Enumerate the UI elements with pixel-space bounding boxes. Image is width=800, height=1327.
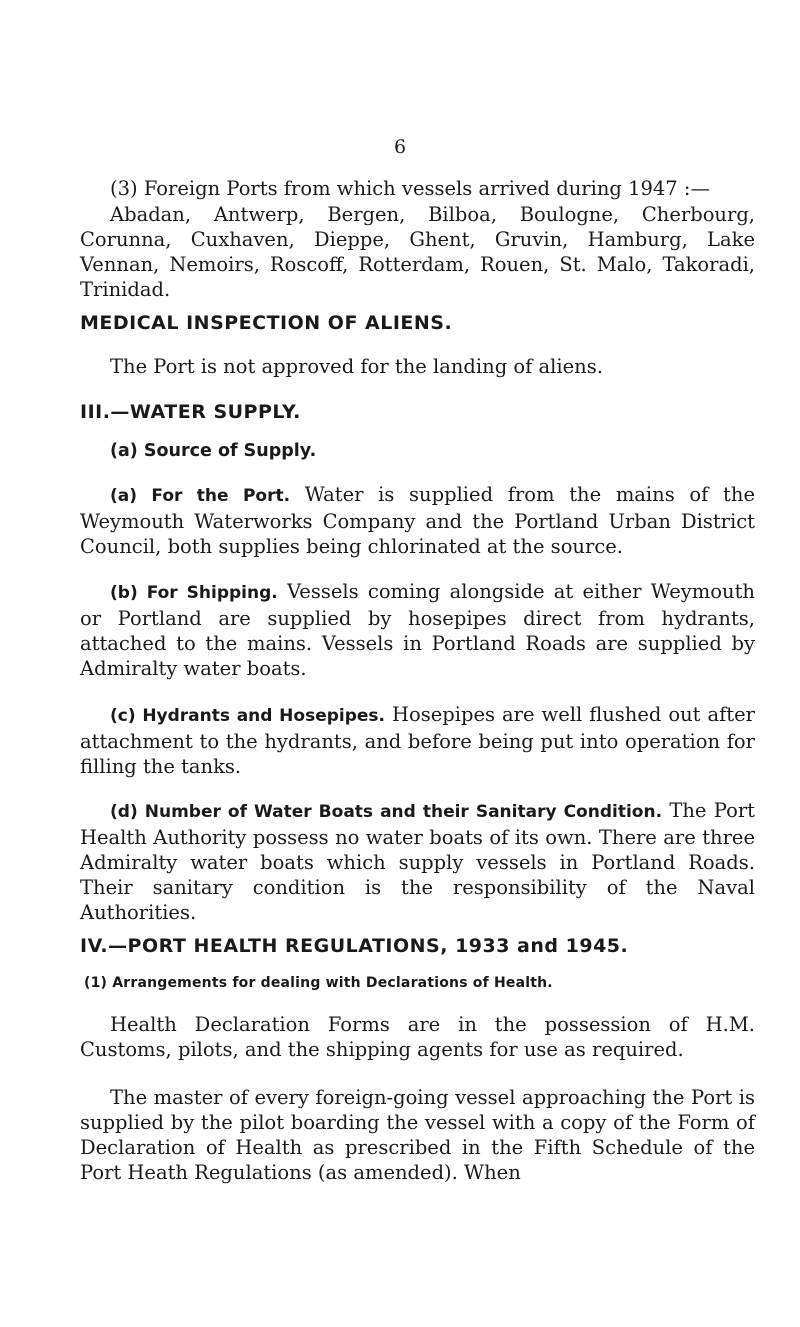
port-supply-label: (a) For the Port. xyxy=(110,486,291,506)
declaration-forms-paragraph: Health Declaration Forms are in the possession of H.M. Customs, pilots, and the shipping agents for use as required. xyxy=(80,1013,755,1061)
aliens-heading: MEDICAL INSPECTION OF ALIENS. xyxy=(80,312,453,334)
port-supply-text: Water is supplied from the mains of the Weymouth Waterworks Company and the Portland Urban District Council, both supplies being chlorinated at the source. xyxy=(80,483,755,558)
shipping-supply-text: Vessels coming alongside at either Weymouth or Portland are supplied by hosepipes direct from hydrants, attached to the mains. Vessels in Portland Roads are supplied by Admiralty water boats. xyxy=(80,580,755,680)
aliens-text: The Port is not approved for the landing of aliens. xyxy=(110,355,603,378)
foreign-ports-intro: (3) Foreign Ports from which vessels arrived during 1947 :— xyxy=(110,177,710,200)
hydrants-text: Hosepipes are well flushed out after attachment to the hydrants, and before being put into operation for filling the tanks. xyxy=(80,703,756,778)
hydrants-label: (c) Hydrants and Hosepipes. xyxy=(110,706,385,726)
port-supply-paragraph xyxy=(80,482,755,559)
source-of-supply-heading: (a) Source of Supply. xyxy=(110,441,317,461)
declarations-heading: (1) Arrangements for dealing with Declarations of Health. xyxy=(84,975,553,991)
hydrants-paragraph xyxy=(80,702,755,779)
shipping-supply-paragraph xyxy=(80,579,755,681)
shipping-supply-label: (b) For Shipping. xyxy=(110,583,278,603)
master-declaration-paragraph: The master of every foreign-going vessel approaching the Port is supplied by the pilot boarding the vessel with a copy of the Form of Declaration of Health as prescribed in the Fifth Schedule of the Port Heath Regulations (as amended). When xyxy=(80,1086,755,1184)
water-boats-paragraph xyxy=(80,798,755,925)
water-supply-heading: III.—WATER SUPPLY. xyxy=(80,401,301,423)
foreign-ports-list: Abadan, Antwerp, Bergen, Bilboa, Boulogne, Cherbourg, Corunna, Cuxhaven, Dieppe, Ghent, Gruvin, Hamburg, Lake Vennan, Nemoirs, Roscoff, Rotterdam, Rouen, St. Malo, Takoradi, Trinidad. xyxy=(80,203,755,301)
water-boats-label: (d) Number of Water Boats and their Sanitary Condition. xyxy=(110,802,663,822)
regulations-heading: IV.—PORT HEALTH REGULATIONS, 1933 and 1945. xyxy=(80,935,629,957)
page-number: 6 xyxy=(393,136,407,158)
water-boats-text: The Port Health Authority possess no water boats of its own. There are three Admiralty water boats which supply vessels in Portland Roads. Their sanitary condition is the responsibility of the Naval Authorities. xyxy=(80,799,755,924)
